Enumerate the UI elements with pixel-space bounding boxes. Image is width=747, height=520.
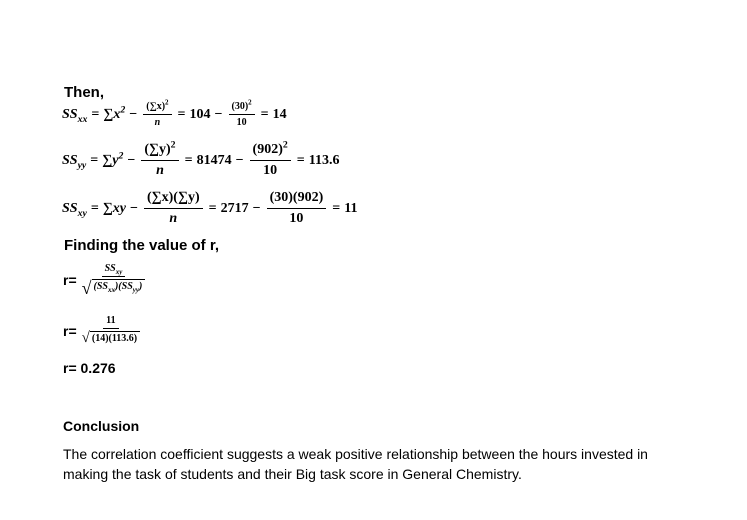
ssxy-lhs: $SS_{xy}$ (62, 200, 87, 219)
r-formula: r= $SS_{xy}$ √ $(SS_{xx})(SS_{yy})$ (63, 263, 150, 297)
ssxx-sum: $\sum x^2$ (103, 103, 126, 122)
ssxx-fraction-2: $\frac{(30)^2}{10}$ (229, 101, 255, 128)
r-substituted: r= 11 √ (14)(113.6) (63, 315, 145, 346)
ssyy-fraction-1: $\frac{(\sum y)^2}{n}$ (141, 142, 178, 179)
conclusion-heading: Conclusion (63, 418, 140, 434)
ssxy-fraction-2: $\frac{(30)(902)}{10}$ (267, 190, 327, 227)
ssyy-value1: 81474 (196, 152, 232, 168)
ssyy-result: 113.6 (308, 152, 340, 168)
r-result: r= 0.276 (63, 360, 116, 376)
ssyy-fraction-2: $\frac{(902)^2}{10}$ (250, 142, 291, 179)
ssyy-sum: $\sum y^2$ (102, 149, 124, 168)
ssyy-lhs: $SS_{yy}$ (62, 152, 87, 171)
ssxx-fraction-1: $\frac{(\sum x)^2}{n}$ (143, 101, 171, 128)
ssxy-equation: $SS_{xy}$ = ∑xy − $\frac{(\sum x)(\sum y)}{n}$ = 2717 − $\frac{(30)(902)}{10}$ = 11 (62, 190, 358, 226)
square-root-icon: √ (14)(113.6) (82, 331, 141, 346)
ssxy-result: 11 (344, 200, 358, 216)
ssxy-sum: ∑xy (102, 200, 127, 216)
ssxx-value1: 104 (189, 106, 211, 122)
ssxy-value1: 2717 (220, 200, 249, 216)
r-substituted-fraction: 11 √ (14)(113.6) (79, 315, 144, 346)
r-formula-fraction: $SS_{xy}$ √ $(SS_{xx})(SS_{yy})$ (79, 263, 149, 297)
ssxx-lhs: $SS_{xx}$ (62, 106, 88, 125)
ssyy-equation: $SS_{yy}$ = $\sum y^2$ − $\frac{(\sum y)^2}{n}$ = 81474 − $\frac{(902)^2}{10}$ = 113.6 (62, 139, 340, 178)
finding-r-heading: Finding the value of r, (64, 237, 220, 254)
square-root-icon: √ $(SS_{xx})(SS_{yy})$ (82, 279, 146, 297)
ssxx-result: 14 (272, 106, 287, 122)
ssxx-equation: $SS_{xx}$ = $\sum x^2$ − $\frac{(\sum x)^2}{n}$ = 104 − $\frac{(30)^2}{10}$ = 14 (62, 98, 287, 128)
conclusion-paragraph: The correlation coefficient suggests a weak positive relationship between the hours invested in making the task of students and their Big task score in General Chemistry. (63, 446, 648, 482)
ssxy-fraction-1: $\frac{(\sum x)(\sum y)}{n}$ (144, 190, 203, 227)
section-then-label: Then, (64, 84, 104, 101)
